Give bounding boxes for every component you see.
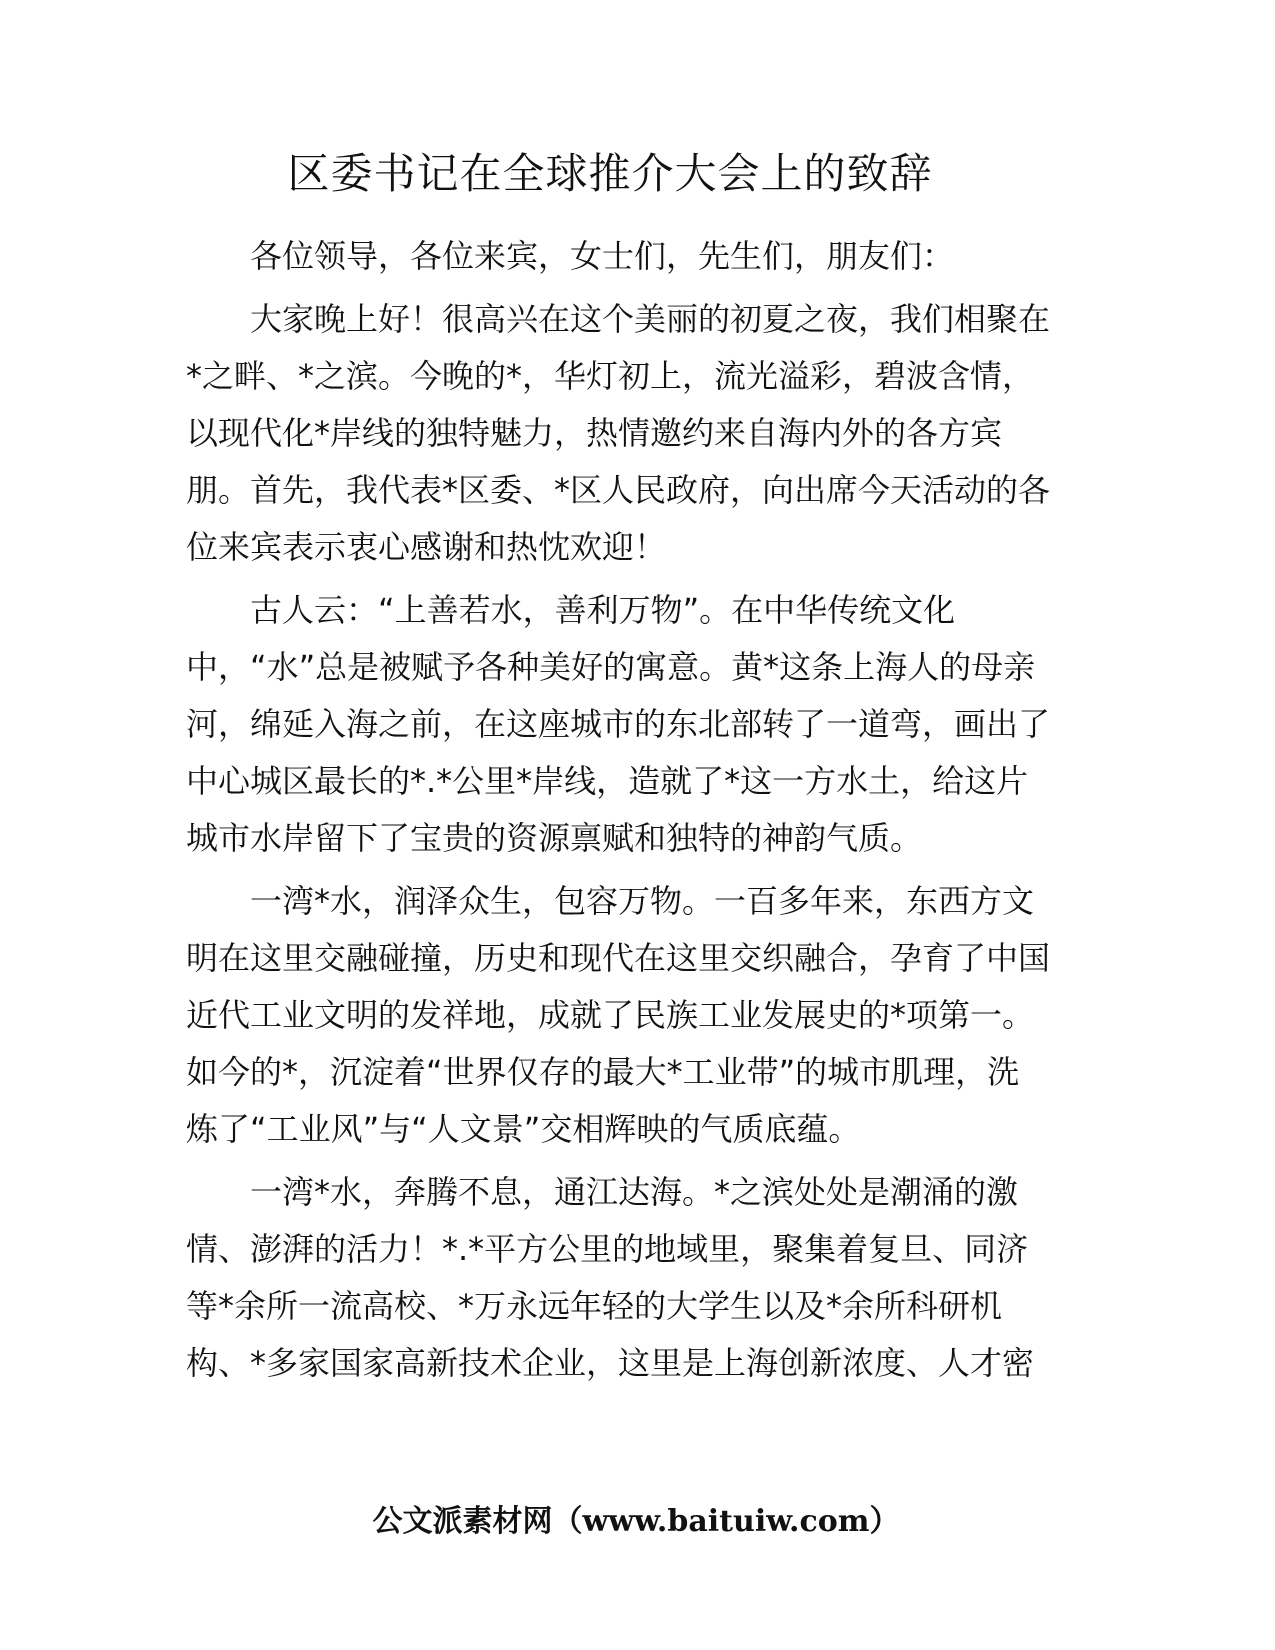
paragraph-line: 如今的*，沉淀着“世界仅存的最大*工业带”的城市肌理，洗 [186,1053,1020,1091]
paragraph-line: 等*余所一流高校、*万永远年轻的大学生以及*余所科研机 [186,1287,1003,1325]
paragraph-line: *之畔、*之滨。今晚的*，华灯初上，流光溢彩，碧波含情， [186,357,1035,395]
paragraph-greeting [186,291,1086,576]
paragraph-line: 朋。首先，我代表*区委、*区人民政府，向出席今天活动的各 [186,471,1051,509]
paragraph-line: 以现代化*岸线的独特魅力，热情邀约来自海内外的各方宾 [186,414,1003,452]
paragraph-line: 一湾*水，润泽众生，包容万物。一百多年来，东西方文 [250,882,1035,920]
paragraph-line: 近代工业文明的发祥地，成就了民族工业发展史的*项第一。 [186,996,1035,1034]
footer-watermark-text: 公文派素材网（www.baituiw.com） [372,1504,900,1539]
paragraph-line: 河，绵延入海之前，在这座城市的东北部转了一道弯，画出了 [186,705,1051,743]
paragraph-line: 古人云：“上善若水，善利万物”。在中华传统文化 [250,591,956,629]
paragraph-line: 各位领导，各位来宾，女士们，先生们，朋友们： [250,237,955,275]
paragraph-line: 构、*多家国家高新技术企业，这里是上海创新浓度、人才密 [186,1344,1035,1382]
paragraph-line: 位来宾表示衷心感谢和热忱欢迎！ [186,528,667,566]
paragraph-innovation [186,1164,1086,1392]
document-title: 区委书记在全球推介大会上的致辞 [287,149,933,198]
paragraph-industrial-history [186,873,1086,1158]
paragraph-line: 情、澎湃的活力！*.*平方公里的地域里，聚集着复旦、同济 [186,1230,1029,1268]
paragraph-line: 城市水岸留下了宝贵的资源禀赋和独特的神韵气质。 [186,819,923,857]
paragraph-salutation [186,228,1086,285]
paragraph-water-culture [186,582,1086,867]
paragraph-line: 大家晚上好！很高兴在这个美丽的初夏之夜，我们相聚在 [250,300,1051,338]
paragraph-line: 明在这里交融碰撞，历史和现代在这里交织融合，孕育了中国 [186,939,1051,977]
paragraph-line: 中，“水”总是被赋予各种美好的寓意。黄*这条上海人的母亲 [186,648,1036,686]
document-body [186,228,1086,1398]
paragraph-line: 炼了“工业风”与“人文景”交相辉映的气质底蕴。 [186,1110,861,1148]
paragraph-line: 中心城区最长的*.*公里*岸线，造就了*这一方水土，给这片 [186,762,1029,800]
paragraph-line: 一湾*水，奔腾不息，通江达海。*之滨处处是潮涌的激 [250,1173,1019,1211]
